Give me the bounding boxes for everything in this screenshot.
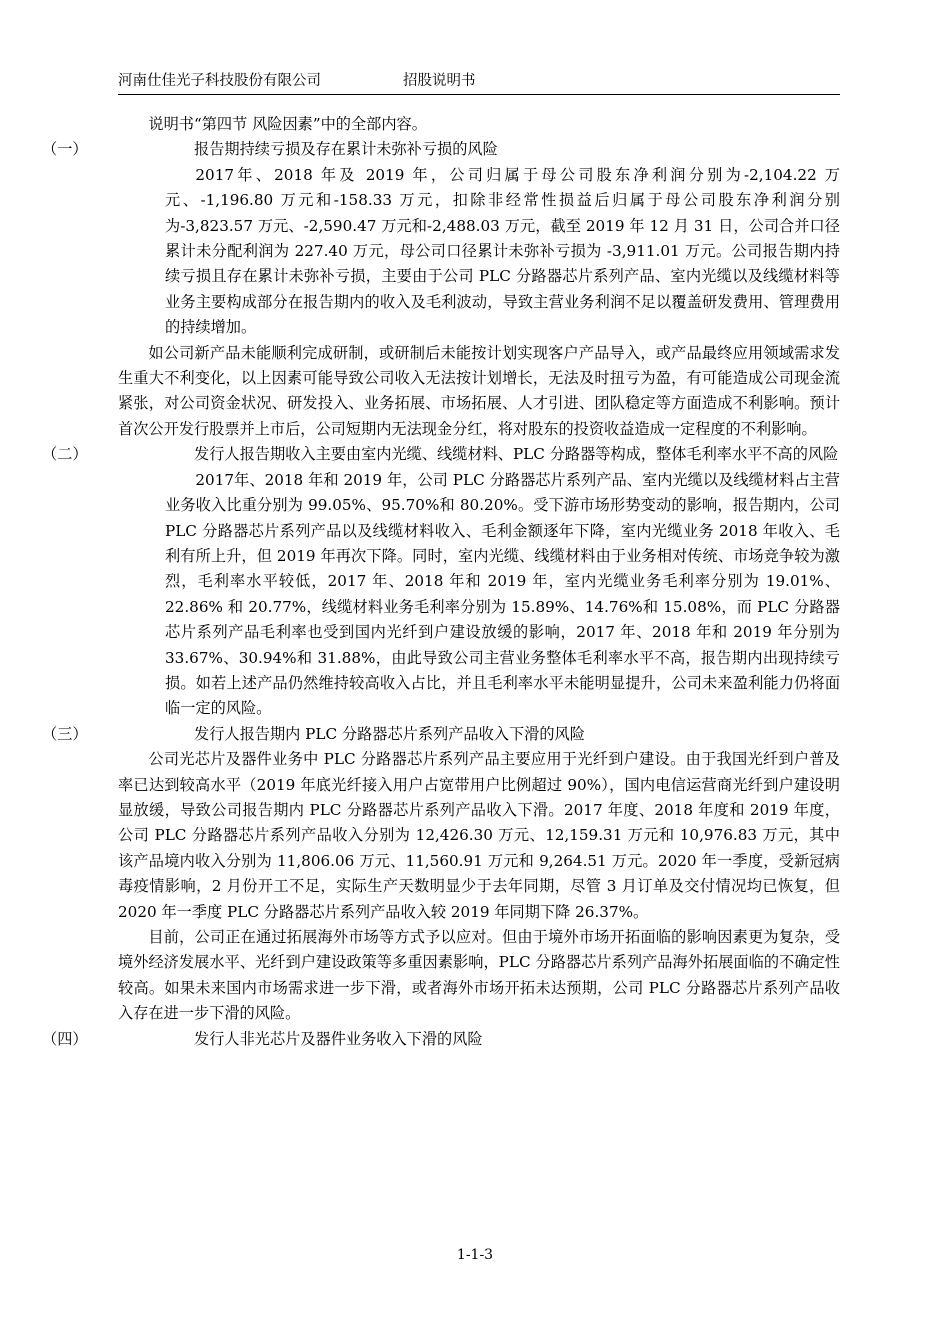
- page-footer: [0, 1247, 950, 1263]
- section-title-4: 发行人非光芯片及器件业务收入下滑的风险: [194, 1029, 483, 1048]
- section-number-1: （一）: [42, 140, 88, 159]
- section-heading-2: [42, 442, 930, 467]
- section-1-paragraph-2: 如公司新产品未能顺利完成研制，或研制后未能按计划实现客户产品导入，或产品最终应用领域需求发生重大不利变化，以上因素可能导致公司收入无法按计划增长，无法及时扭亏为盈，有可能造成公司现金流紧张，对公司资金状况、研发投入、业务拓展、市场拓展、人才引进、团队稳定等方面造成不利影响。预计首次公开发行股票并上市后，公司短期内无法现金分红，将对股东的投资收益造成一定程度的不利影响。: [118, 343, 840, 438]
- document-body: [42, 112, 840, 1052]
- page-number: 1-1-3: [456, 1247, 494, 1263]
- section-number-3: （三）: [42, 724, 88, 743]
- section-3-paragraph-2: 目前，公司正在通过拓展海外市场等方式予以应对。但由于境外市场开拓面临的影响因素更为复杂，受境外经济发展水平、光纤到户建设政策等多重因素影响，PLC 分路器芯片系列产品海外拓展面临的不确定性较高。如果未来国内市场需求进一步下滑，或者海外市场开拓未达预期，公司 PLC 分路器芯片系列产品收入存在进一步下滑的风险。: [118, 928, 840, 1023]
- intro-paragraph: 说明书“第四节 风险因素”中的全部内容。: [148, 115, 427, 133]
- section-3-paragraph-1: 公司光芯片及器件业务中 PLC 分路器芯片系列产品主要应用于光纤到户建设。由于我国光纤到户普及率已达到较高水平（2019 年底光纤接入用户占宽带用户比例超过 90%），国内电信运营商光纤到户建设明显放缓，导致公司报告期内 PLC 分路器芯片系列产品收入下滑。2017 年度、2018 年度和 2019 年度，公司 PLC 分路器芯片系列产品收入分别为 12,426.30 万元、12,159.31 万元和 10,976.83 万元，其中该产品境内收入分别为 11,806.06 万元、11,560.91 万元和 9,264.51 万元。2020 年一季度，受新冠病毒疫情影响，2 月份开工不足，实际生产天数明显少于去年同期，尽管 3 月订单及交付情况均已恢复，但 2020 年一季度 PLC 分路器芯片系列产品收入较 2019 年同期下降 26.37%。: [118, 750, 840, 921]
- section-1-paragraph-1: 2017年、2018 年及 2019 年，公司归属于母公司股东净利润分别为-2,104.22 万元、-1,196.80 万元和-158.33 万元，扣除非经常性损益后归属于母公司股东净利润分别为-3,823.57 万元、-2,590.47 万元和-2,488.03 万元，截至 2019 年 12 月 31 日，公司合并口径累计未分配利润为 227.40 万元，母公司口径累计未弥补亏损为 -3,911.01 万元。公司报告期内持续亏损且存在累计未弥补亏损，主要由于公司 PLC 分路器芯片系列产品、室内光缆以及线缆材料等业务主要构成部分在报告期内的收入及毛利波动，导致主营业务利润不足以覆盖研发费用、管理费用的持续增加。: [165, 165, 840, 337]
- section-title-2: 发行人报告期收入主要由室内光缆、线缆材料、PLC 分路器等构成，整体毛利率水平不高的风险: [194, 445, 839, 464]
- section-2-paragraph-1: 2017年、2018 年和 2019 年，公司 PLC 分路器芯片系列产品、室内光缆以及线缆材料占主营业务收入比重分别为 99.05%、95.70%和 80.20%。受下游市场形势变动的影响，报告期内，公司 PLC 分路器芯片系列产品以及线缆材料收入、毛利金额逐年下降，室内光缆业务 2018 年收入、毛利有所上升，但 2019 年再次下降。同时，室内光缆、线缆材料由于业务相对传统、市场竞争较为激烈，毛利率水平较低，2017 年、2018 年和 2019 年，室内光缆业务毛利率分别为 19.01%、22.86% 和 20.77%，线缆材料业务毛利率分别为 15.89%、14.76%和 15.08%，而 PLC 分路器芯片系列产品毛利率也受到国内光纤到户建设放缓的影响，2017 年、2018 年和 2019 年分别为 33.67%、30.94%和 31.88%，由此导致公司主营业务整体毛利率水平不高，报告期内出现持续亏损。如若上述产品仍然维持较高收入占比，并且毛利率水平未能明显提升，公司未来盈利能力仍将面临一定的风险。: [165, 470, 840, 718]
- section-title-1: 报告期持续亏损及存在累计未弥补亏损的风险: [194, 140, 498, 159]
- section-heading-4: [42, 1027, 930, 1052]
- header-document-type: 招股说明书: [403, 73, 476, 89]
- section-heading-1: [42, 137, 930, 162]
- page-header: [118, 72, 840, 95]
- header-company-name: 河南仕佳光子科技股份有限公司: [118, 73, 321, 89]
- section-number-2: （二）: [42, 445, 88, 464]
- section-number-4: （四）: [42, 1029, 88, 1048]
- section-title-3: 发行人报告期内 PLC 分路器芯片系列产品收入下滑的风险: [194, 724, 585, 743]
- section-heading-3: [42, 722, 930, 747]
